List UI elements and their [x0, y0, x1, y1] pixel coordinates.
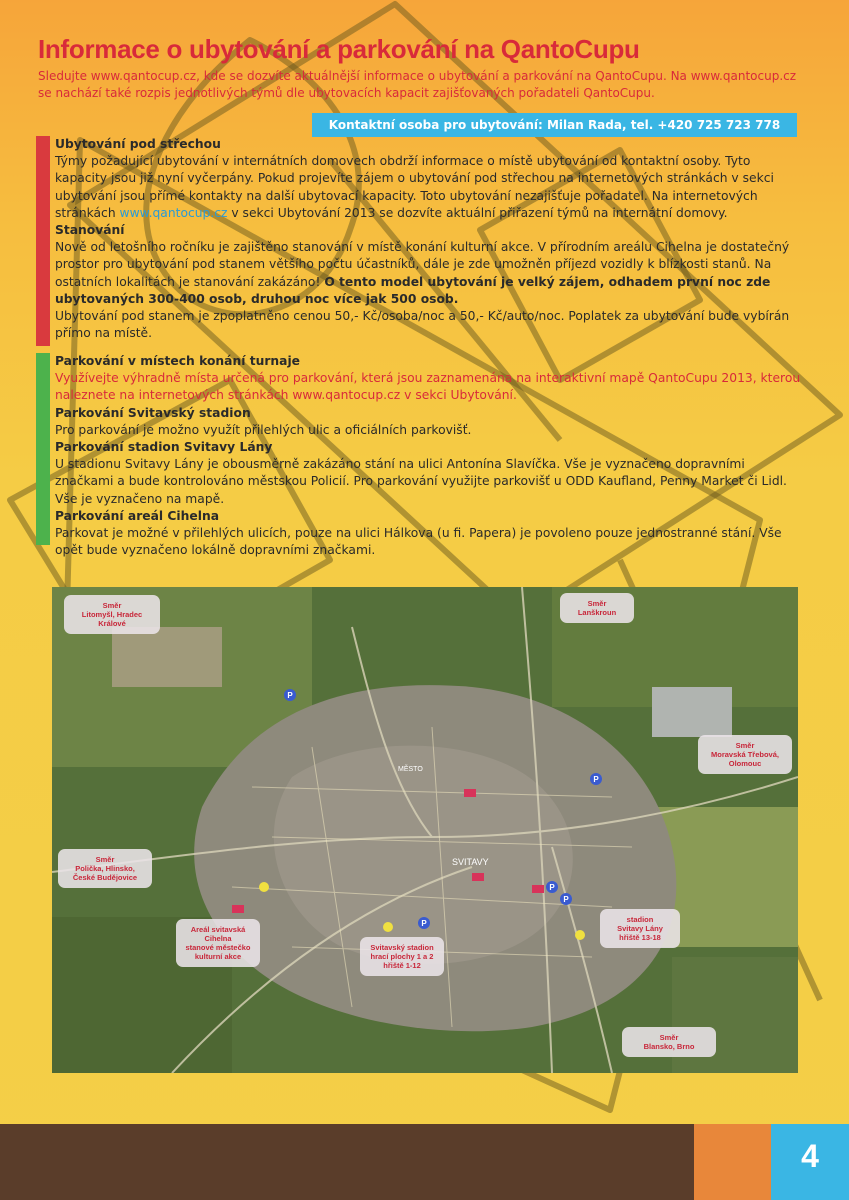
parking-section	[36, 353, 802, 558]
parking-marker: P	[563, 895, 569, 904]
cihelna-parking-text: Parkovat je možné v přilehlých ulicích, pouze na ulici Hálkova (u fi. Papera) je povoleno pouze jednostranné stání. Vše opět bude vyznačeno lokálně dopravními značkami.	[55, 526, 782, 558]
parking-marker: P	[593, 775, 599, 784]
page-title: Informace o ubytování a parkování na QantoCupu	[38, 34, 640, 64]
map-label-blansko: Směr Blansko, Brno	[622, 1027, 716, 1057]
map-label-stadion: Svitavský stadion hrací plochy 1 a 2 hřiště 1-12	[360, 937, 444, 976]
lany-parking-heading: Parkování stadion Svitavy Lány	[55, 440, 273, 455]
accommodation-section	[36, 136, 802, 346]
town-map	[52, 587, 798, 1073]
camping-heading: Stanování	[55, 223, 125, 238]
map-district-label: MĚSTO	[398, 766, 423, 773]
camping-price-text: Ubytování pod stanem je zpoplatněno cenou 50,- Kč/osoba/noc a 50,- Kč/auto/noc. Poplatek za ubytování bude vybírán přímo na místě.	[55, 309, 790, 341]
parking-heading: Parkování v místech konání turnaje	[55, 354, 300, 368]
stadium-parking-heading: Parkování Svitavský stadion	[55, 405, 251, 420]
map-label-lany: stadion Svitavy Lány hřiště 13-18	[600, 909, 680, 948]
intro-text: Sledujte www.qantocup.cz, kde se dozvíte aktuálnější informace o ubytování a parkování na QantoCupu. Na www.qantocup.cz se nachází také rozpis jednotlivých týmů dle ubytovacích kapacit zajišťovaných pořadateli QantoCupu.	[38, 69, 797, 100]
parking-stripe	[36, 353, 50, 545]
parking-warning: Využívejte výhradně místa určená pro parkování, která jsou zaznamenána na interaktivní mapě QantoCupu 2013, kterou naleznete na internetových stránkách www.qantocup.cz v sekci Ubytování.	[55, 371, 801, 403]
parking-marker: P	[287, 691, 293, 700]
footer-accent	[694, 1124, 771, 1200]
map-label-moravska: Směr Moravská Třebová, Olomouc	[698, 735, 792, 774]
contact-bar: Kontaktní osoba pro ubytování: Milan Rada, tel. +420 725 723 778	[312, 113, 797, 137]
cihelna-parking-heading: Parkování areál Cihelna	[55, 508, 220, 523]
map-imagery	[52, 587, 798, 1073]
roof-heading: Ubytování pod střechou	[55, 137, 221, 151]
camping-text: Nově od letošního ročníku je zajištěno stanování v místě konání kulturní akce. V přírodním areálu Cihelna je dostatečný prostor pro ubytování pod stanem většího počtu účastníků, dále je zde umožněn příjezd vozidly k blízkosti stanů. Na ostatních lokalitách je stanování zakázáno! O tento model ubytování je velký zájem, odhadem první noc zde ubytovaných 300-400 osob, druhou noc více jak 500 osob.	[55, 240, 790, 306]
stadium-parking-text: Pro parkování je možno využít přilehlých ulic a oficiálních parkovišť.	[55, 422, 472, 437]
accommodation-stripe	[36, 136, 50, 346]
map-town-label: SVITAVY	[452, 857, 489, 867]
lany-parking-text: U stadionu Svitavy Lány je obousměrně zakázáno stání na ulici Antonína Slavíčka. Vše je vyznačeno dopravními značkami a bude kontrolováno městskou Policií. Pro parkování využijte parkovišť u ODD Kaufland, Penny Market či Lidl. Vše je vyznačeno na mapě.	[55, 457, 787, 506]
map-label-policka: Směr Polička, Hlinsko, České Budějovice	[58, 849, 152, 888]
footer-bar	[0, 1124, 694, 1200]
roof-text: Týmy požadující ubytování v internátních domovech obdrží informace o místě ubytování od kontaktní osoby. Tyto kapacity jsou již nyní vyčerpány. Pokud projevíte zájem o ubytování pod střechou na internetových stránkách v sekci ubytování jsou přímé kontakty na další ubytovací kapacity. Toto ubytování nezajišťuje pořadatel. Na internetových stránkách www.qantocup.cz v sekci Ubytování 2013 se dozvíte aktuální přiřazení týmů na internátní domovy.	[55, 154, 774, 220]
page-number: 4	[771, 1124, 849, 1200]
qantocup-link[interactable]: www.qantocup.cz	[119, 205, 228, 220]
map-label-cihelna: Areál svitavská Cihelna stanové městečko kulturní akce	[176, 919, 260, 967]
parking-marker: P	[549, 883, 555, 892]
map-label-lanskroun: Směr Lanškroun	[560, 593, 634, 623]
map-label-litomysl: Směr Litomyšl, Hradec Králové	[64, 595, 160, 634]
camping-bold-text: O tento model ubytování je velký zájem, odhadem první noc zde ubytovaných 300-400 osob, druhou noc více jak 500 osob.	[55, 274, 771, 306]
parking-marker: P	[421, 919, 427, 928]
